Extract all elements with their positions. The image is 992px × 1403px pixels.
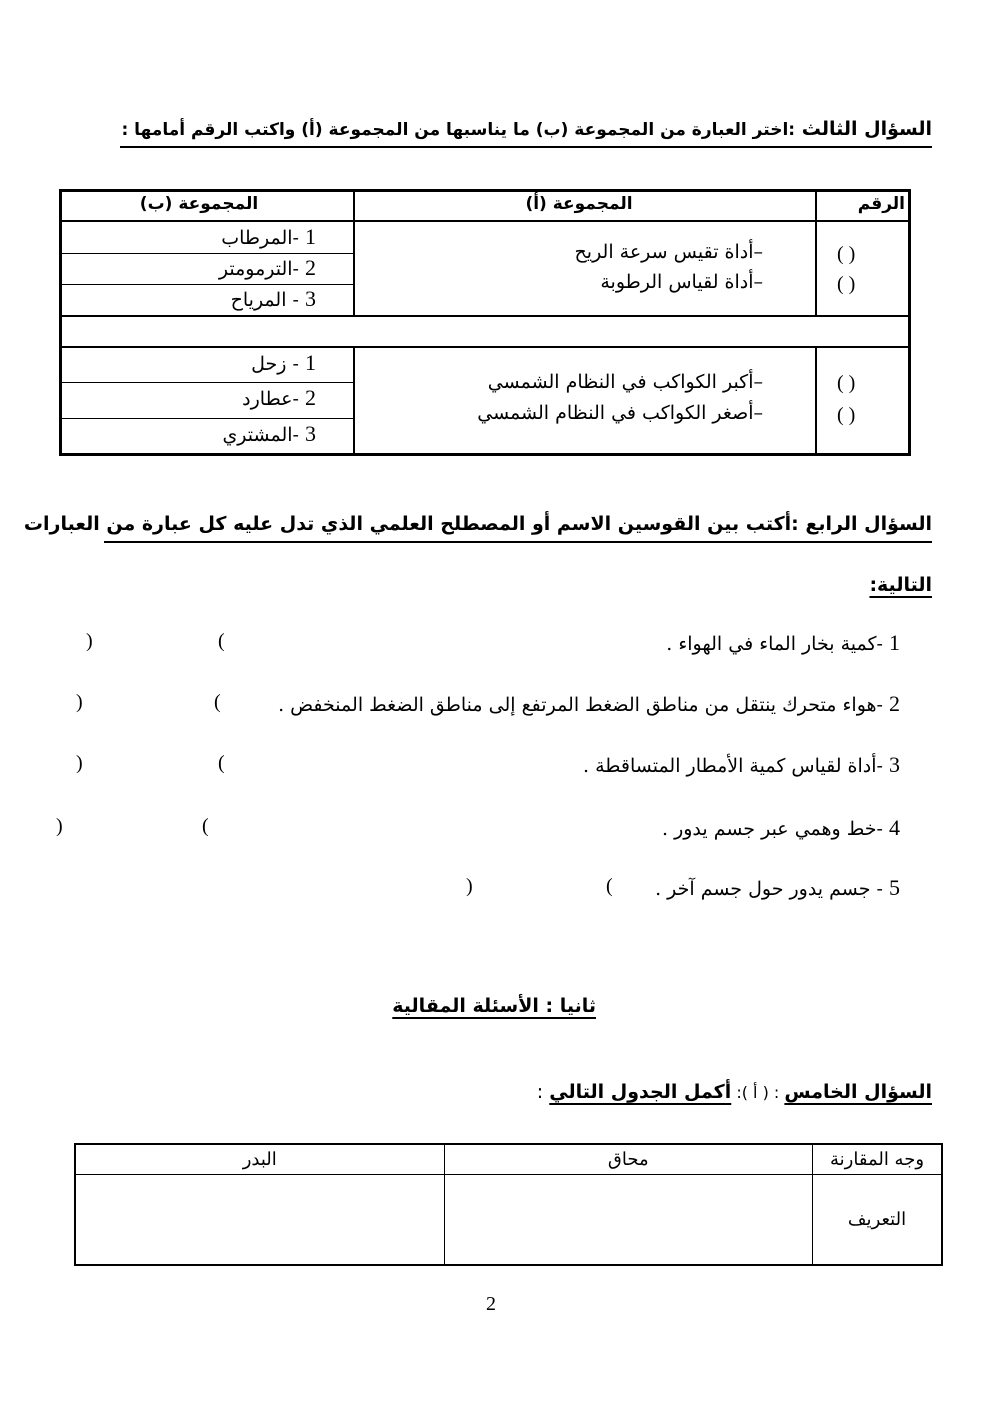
answer-paren-close[interactable]: ) xyxy=(466,875,473,897)
answer-blank[interactable]: ( ) xyxy=(837,404,856,426)
q5-heading-text: أكمل الجدول التالي xyxy=(549,1081,732,1103)
answer-blank[interactable]: ( ) xyxy=(837,243,856,265)
header-new-moon: محاق xyxy=(444,1144,813,1174)
header-full-moon: البدر xyxy=(75,1144,444,1174)
row-aspect-definition: التعريف xyxy=(813,1174,942,1265)
answer-paren-close[interactable]: ) xyxy=(56,815,63,837)
answer-paren-open[interactable]: ( xyxy=(202,815,209,837)
group-b-item: 2 -الترمومتر xyxy=(218,255,316,280)
answer-paren-close[interactable]: ) xyxy=(76,691,83,713)
q4-heading-text: :أكتب بين القوسين الاسم أو المصطلح العلمي الذي تدل عليه كل عبارة من العبارات xyxy=(23,513,799,535)
answer-cell-full-moon[interactable] xyxy=(75,1174,444,1265)
group-b-item: 3 - المرياح xyxy=(230,286,316,311)
q3-heading-underline xyxy=(120,146,932,148)
q5-comparison-table xyxy=(74,1143,943,1266)
q4-item: 1 -كمية بخار الماء في الهواء . xyxy=(666,630,900,655)
answer-blank[interactable]: ( ) xyxy=(837,372,856,394)
header-group-a: المجموعة (أ) xyxy=(525,194,633,214)
answer-paren-open[interactable]: ( xyxy=(218,752,225,774)
group-b-item: 1 -المرطاب xyxy=(221,224,316,249)
header-aspect: وجه المقارنة xyxy=(813,1144,942,1174)
q4-heading-continued: التالية: xyxy=(869,574,932,596)
group-a-item: –أداة لقياس الرطوبة xyxy=(600,271,763,293)
group-b-item: 1 - زحل xyxy=(251,350,316,375)
answer-paren-open[interactable]: ( xyxy=(214,691,221,713)
q5-heading-mid: : ( أ ): xyxy=(731,1083,785,1102)
q3-heading-title: السؤال الثالث xyxy=(801,118,932,140)
answer-paren-open[interactable]: ( xyxy=(606,875,613,897)
header-group-b: المجموعة (ب) xyxy=(139,194,259,214)
answer-cell-new-moon[interactable] xyxy=(444,1174,813,1265)
page-number: 2 xyxy=(486,1293,496,1315)
section-title: ثانيا : الأسئلة المقالية xyxy=(392,995,596,1017)
group-a-item: –أكبر الكواكب في النظام الشمسي xyxy=(487,371,763,393)
answer-paren-close[interactable]: ) xyxy=(76,752,83,774)
q4-item: 5 - جسم يدور حول جسم آخر . xyxy=(655,875,900,900)
q3-matching-table xyxy=(59,189,911,456)
group-b-item: 2 -عطارد xyxy=(242,385,316,410)
header-number: الرقم xyxy=(857,194,905,214)
q5-heading: السؤال الخامس : ( أ ): أكمل الجدول التالي : xyxy=(536,1081,932,1103)
q4-item: 3 -أداة لقياس كمية الأمطار المتساقطة . xyxy=(583,752,900,777)
q4-heading-underline xyxy=(104,541,932,543)
group-a-item: –أداة تقيس سرعة الريح xyxy=(574,241,763,263)
answer-paren-close[interactable]: ) xyxy=(86,630,93,652)
answer-paren-open[interactable]: ( xyxy=(218,630,225,652)
q5-heading-title: السؤال الخامس xyxy=(784,1081,932,1103)
q3-heading-text: :اختر العبارة من المجموعة (ب) ما يناسبها من المجموعة (أ) واكتب الرقم أمامها : xyxy=(121,120,796,140)
group-b-item: 3 -المشتري xyxy=(222,421,316,446)
group-a-item: –أصغر الكواكب في النظام الشمسي xyxy=(477,402,763,424)
q4-heading-title: السؤال الرابع xyxy=(805,513,932,535)
q4-item: 4 -خط وهمي عبر جسم يدور . xyxy=(661,815,900,840)
answer-blank[interactable]: ( ) xyxy=(837,273,856,295)
q4-heading xyxy=(24,513,932,535)
q4-item: 2 -هواء متحرك ينتقل من مناطق الضغط المرتفع إلى مناطق الضغط المنخفض . xyxy=(278,691,900,716)
q3-heading xyxy=(121,118,932,140)
